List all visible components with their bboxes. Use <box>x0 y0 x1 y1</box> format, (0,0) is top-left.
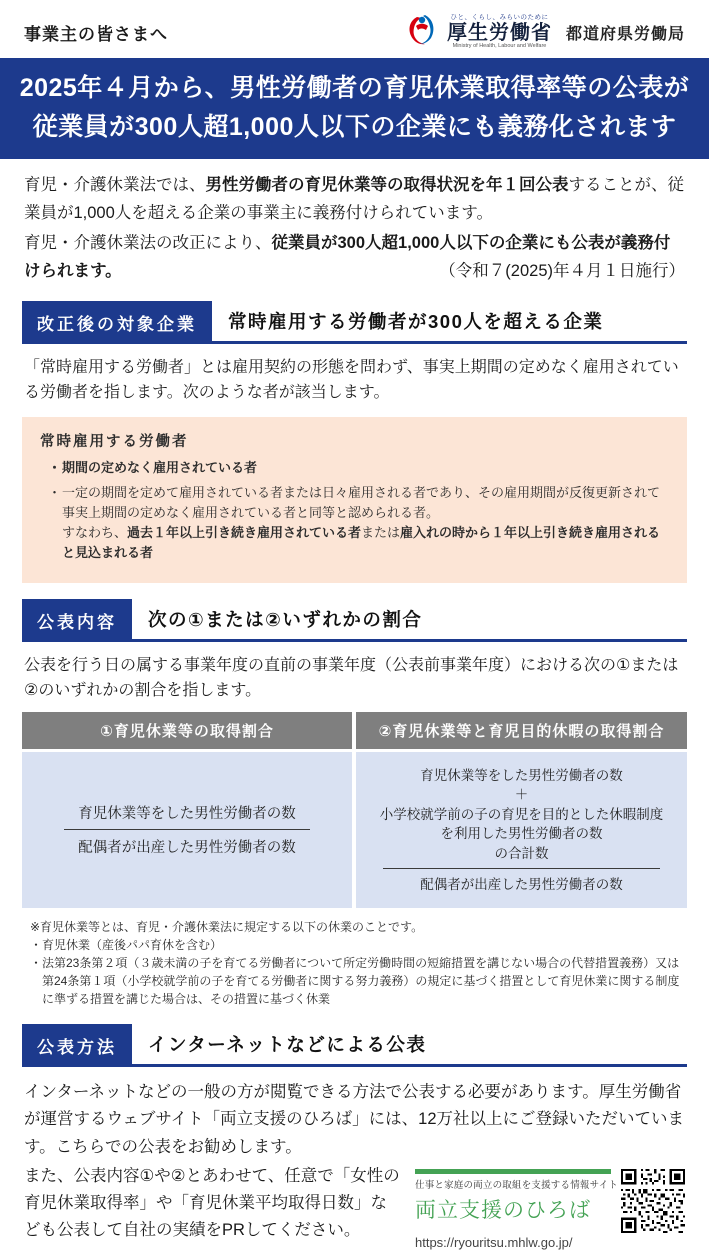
section-target-companies-header <box>22 301 687 344</box>
regular-employees-list <box>48 458 669 564</box>
formula-cell-1 <box>22 752 352 908</box>
mhlw-logo-icon <box>403 11 439 54</box>
ryouritsu-site-block <box>415 1163 685 1254</box>
ratio-table <box>22 712 687 908</box>
bureau-name: 都道府県労働局 <box>565 25 685 43</box>
ratio-table-body-row <box>22 752 687 908</box>
section-disclosure-method-header <box>22 1024 687 1067</box>
intro-paragraph-2: 育児・介護休業法の改正により、従業員が300人超1,000人以下の企業にも公表が義務付けられます。 （令和７(2025)年４月１日施行） <box>24 229 685 285</box>
formula-cell-2: 育児休業等をした男性労働者の数 ＋ 小学校就学前の子の育児を目的とした休暇制度 を利用した男性労働者の数 の合計数 配偶者が出産した男性労働者の数 <box>356 752 687 908</box>
section-disclosure-content-header <box>22 599 687 642</box>
site-tagline: 仕事と家庭の両立の取組を支援する情報サイト <box>415 1179 619 1191</box>
ministry-tagline: ひと、くらし、みらいのために <box>450 14 549 21</box>
footnote-3: ・法第23条第２項（３歳未満の子を育てる労働者について所定労働時間の短縮措置を講じない場合の代替措置義務）又は第24条第１項（小学校就学前の子を育てる労働者に関する努力義務）の規定に基づく措置として育児休業に関する制度に準ずる措置を講じた場合は、その措置に基づく休業 <box>30 956 680 1007</box>
disclosure-method-body <box>24 1079 685 1253</box>
intro-paragraph-1: 育児・介護休業法では、男性労働者の育児休業等の取得状況を年１回公表することが、従業員が1,000人を超える企業の事業主に義務付けられています。 <box>24 175 684 222</box>
intro-text <box>24 171 685 285</box>
disclosure-method-paragraph-2: また、公表内容①や②とあわせて、任意で「女性の育児休業取得率」や「育児休業平均取得日数」なども公表して自社の実績をPRしてください。 <box>24 1166 400 1240</box>
column-header-childcare-leave-ratio: ①育児休業等の取得割合 <box>22 712 352 749</box>
ministry-name-en: Ministry of Health, Labour and Welfare <box>452 42 547 49</box>
section-target-companies-body: 「常時雇用する労働者」とは雇用契約の形態を問わず、事実上期間の定めなく雇用されている労働者を指します。次のような者が該当します。 <box>24 358 679 402</box>
ministry-name: 厚生労働省 <box>446 21 552 44</box>
formula2-denominator: 配偶者が出産した男性労働者の数 <box>420 876 623 892</box>
audience-label: 事業主の皆さまへ <box>24 24 168 44</box>
qr-code <box>621 1169 685 1233</box>
section-label-target-companies: 改正後の対象企業 <box>22 301 212 344</box>
site-name: 両立支援のひろば <box>415 1199 591 1223</box>
regular-employees-box <box>22 417 687 583</box>
ministry-logo-block <box>403 11 685 54</box>
list-item: ・ 一定の期間を定めて雇用されている者または日々雇用される者であり、その雇用期間が反復更新されて事実上期間の定めなく雇用されている者と同等と認められる者。 すなわち、過去１年以上引き続き雇用されている者または雇入れの時から１年以上引き続き雇用されると見込まれる者 <box>48 483 669 564</box>
footnote-2: ・育児休業（産後パパ育休を含む） <box>30 938 223 953</box>
page-header <box>0 0 709 58</box>
ministry-name-block <box>447 15 552 49</box>
footnote-1: ※育児休業等とは、育児・介護休業法に規定する以下の休業のことです。 <box>30 920 424 935</box>
ratio-table-header-row <box>22 712 687 749</box>
section-label-disclosure-method: 公表方法 <box>22 1024 132 1067</box>
section-title-disclosure-method: インターネットなどによる公表 <box>132 1024 687 1067</box>
title-line-2: 従業員が300人超1,000人以下の企業にも義務化されます <box>32 112 677 141</box>
footnotes <box>30 918 681 1008</box>
regular-employees-box-title: 常時雇用する労働者 <box>40 433 189 450</box>
title-line-1: 2025年４月から、男性労働者の育児休業取得率等の公表が <box>19 74 690 102</box>
section-disclosure-content-body: 公表を行う日の属する事業年度の直前の事業年度（公表前事業年度）における次の①または②のいずれかの割合を指します。 <box>24 656 679 700</box>
plus-sign: ＋ <box>514 787 529 803</box>
fraction-bar <box>383 868 660 869</box>
formula1-denominator: 配偶者が出産した男性労働者の数 <box>78 840 296 857</box>
ryouritsu-site-text <box>415 1169 619 1254</box>
disclosure-method-paragraph-1: インターネットなどの一般の方が閲覧できる方法で公表する必要があります。厚生労働省が運営するウェブサイト「両立支援のひろば」には、12万社以上にご登録いただいています。こちらでの公表をお勧めします。 <box>24 1083 685 1156</box>
section-title-disclosure-content: 次の①または②いずれかの割合 <box>132 599 687 642</box>
formula1-numerator: 育児休業等をした男性労働者の数 <box>64 802 310 830</box>
section-title-target-companies: 常時雇用する労働者が300人を超える企業 <box>212 301 687 344</box>
list-item: ・ 期間の定めなく雇用されている者 <box>48 458 669 478</box>
site-url[interactable]: https://ryouritsu.mhlw.go.jp/ <box>415 1235 573 1251</box>
title-banner <box>0 58 709 159</box>
section-label-disclosure-content: 公表内容 <box>22 599 132 642</box>
column-header-leave-and-purpose-ratio: ②育児休業等と育児目的休暇の取得割合 <box>356 712 687 749</box>
enforcement-date: （令和７(2025)年４月１日施行） <box>439 261 685 280</box>
